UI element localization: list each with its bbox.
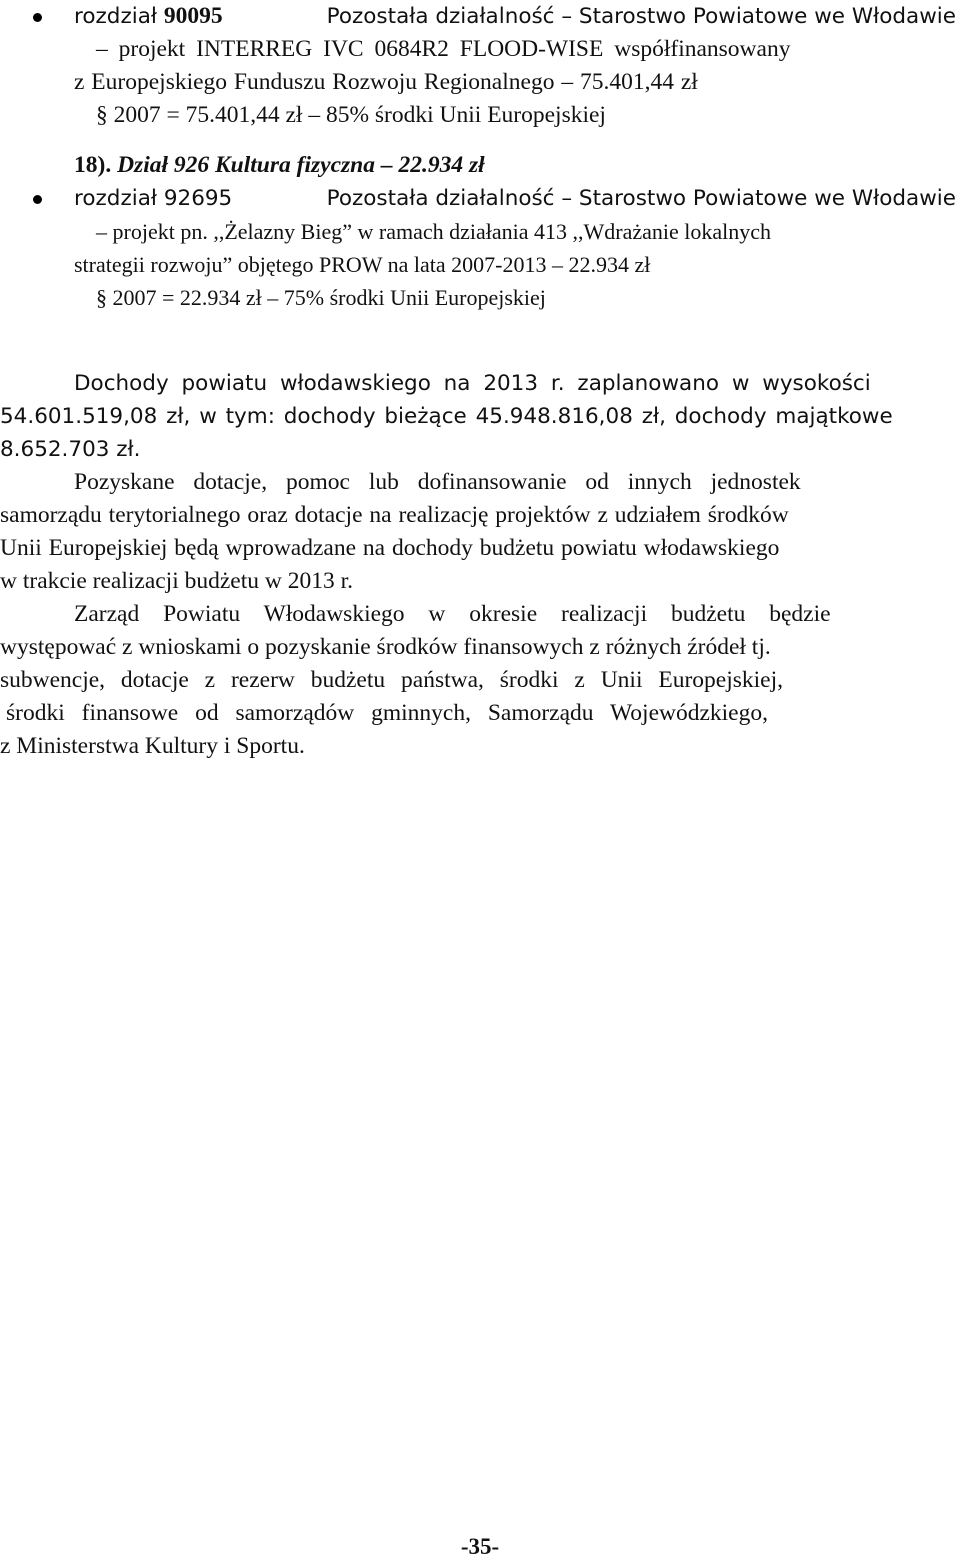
- bullet-icon: [33, 195, 42, 204]
- item2-rozdzial-number: 92695: [163, 186, 233, 211]
- list-item-text: [74, 182, 956, 314]
- item1-line3: z Europejskiego Funduszu Rozwoju Regionalnego – 75.401,44 zł: [74, 69, 698, 95]
- page-number: -35-: [460, 1534, 500, 1559]
- pozyskane-line1: Pozyskane dotacje, pomoc lub dofinansowanie od innych jednostek: [74, 469, 801, 495]
- item1-line4: § 2007 = 75.401,44 zł – 85% środki Unii Europejskiej: [96, 102, 606, 128]
- item1-rozdzial-number: 90095: [163, 3, 223, 29]
- list-item-text: [74, 0, 956, 132]
- pozyskane-line4: w trakcie realizacji budżetu w 2013 r.: [0, 568, 354, 594]
- pozyskane-line2: samorządu terytorialnego oraz dotacje na realizację projektów z udziałem środków: [0, 502, 789, 528]
- item1-rozdzial-label: rozdział: [74, 4, 157, 29]
- dochody-line1: [0, 367, 956, 400]
- paragraph-pozyskane: [0, 466, 956, 598]
- item1-line2: – projekt INTERREG IVC 0684R2 FLOOD-WISE współfinansowany: [96, 36, 791, 62]
- bullet-icon: [33, 13, 42, 22]
- item2-line1: [74, 182, 956, 215]
- section-heading: [74, 149, 485, 182]
- dochody-line1-text: Dochody powiatu włodawskiego na 2013 r. zaplanowano w wysokości: [74, 371, 871, 396]
- zarzad-line3: subwencje, dotacje z rezerw budżetu państwa, środki z Unii Europejskiej,: [0, 667, 784, 693]
- item1-line1: [74, 0, 956, 33]
- item2-line2: – projekt pn. ,,Żelazny Bieg” w ramach działania 413 ,,Wdrażanie lokalnych: [96, 219, 772, 244]
- zarzad-line1: Zarząd Powiatu Włodawskiego w okresie realizacji budżetu będzie: [74, 601, 831, 627]
- dochody-line2: 54.601.519,08 zł, w tym: dochody bieżące 45.948.816,08 zł, dochody majątkowe: [0, 404, 893, 429]
- zarzad-line5: z Ministerstwa Kultury i Sportu.: [0, 733, 305, 759]
- item1-line1-rest: Pozostała działalność – Starostwo Powiatowe we Włodawie: [326, 4, 956, 29]
- item2-line3: strategii rozwoju” objętego PROW na lata 2007-2013 – 22.934 zł: [74, 252, 651, 277]
- heading-text: Dział 926 Kultura fizyczna – 22.934 zł: [117, 152, 485, 178]
- item2-line4: § 2007 = 22.934 zł – 75% środki Unii Europejskiej: [96, 285, 546, 310]
- zarzad-line4: środki finansowe od samorządów gminnych, Samorządu Wojewódzkiego,: [6, 700, 768, 726]
- item2-rozdzial-label: rozdział: [74, 186, 157, 211]
- item2-line1-rest: Pozostała działalność – Starostwo Powiatowe we Włodawie: [326, 186, 956, 211]
- zarzad-line2: występować z wnioskami o pozyskanie środków finansowych z różnych źródeł tj.: [0, 634, 771, 660]
- heading-number: 18).: [74, 152, 112, 178]
- paragraph-dochody: [0, 367, 956, 466]
- paragraph-zarzad: [0, 598, 956, 763]
- pozyskane-line3: Unii Europejskiej będą wprowadzane na dochody budżetu powiatu włodawskiego: [0, 535, 780, 561]
- dochody-line3: 8.652.703 zł.: [0, 437, 141, 462]
